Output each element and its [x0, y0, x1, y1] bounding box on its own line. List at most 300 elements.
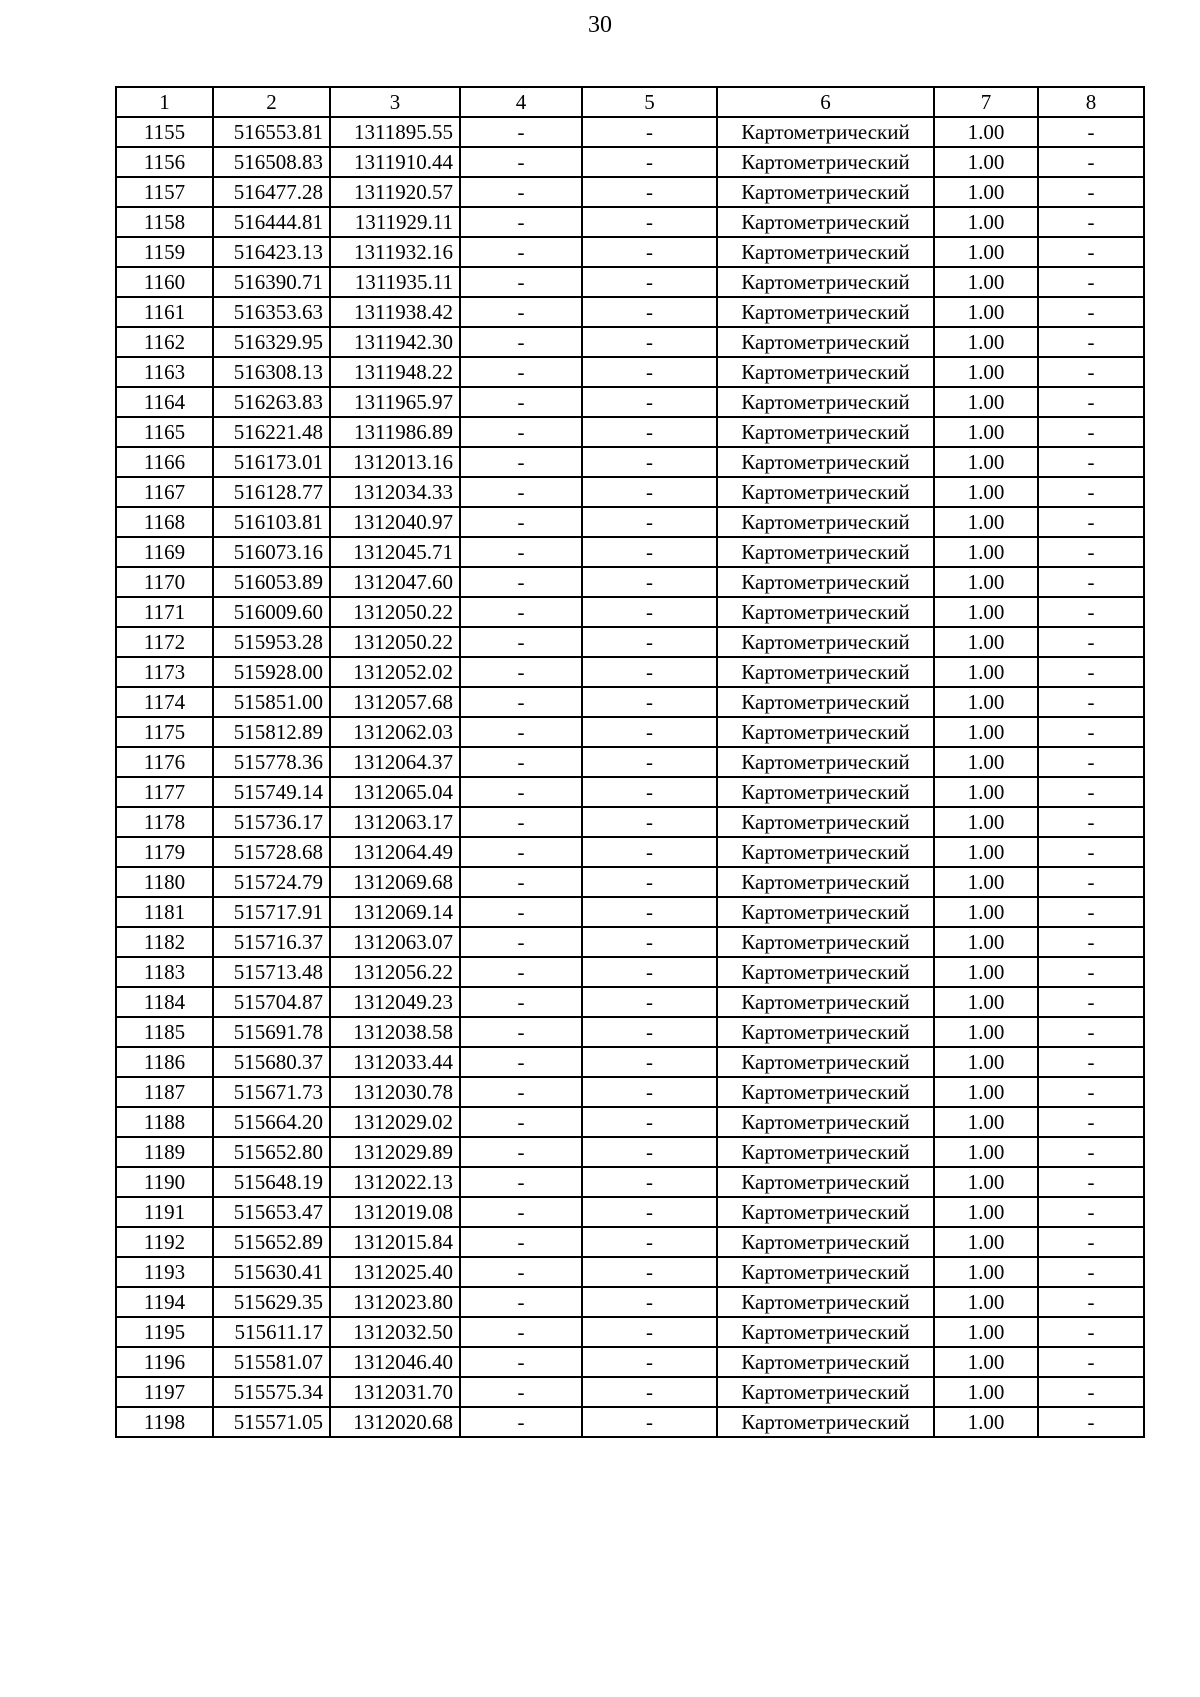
y-coordinate-cell: 1311920.57 [330, 177, 460, 207]
col-4-value-cell: - [460, 1197, 582, 1227]
y-coordinate-cell: 1312013.16 [330, 447, 460, 477]
point-number-cell: 1175 [116, 717, 213, 747]
accuracy-cell: 1.00 [934, 1317, 1038, 1347]
y-coordinate-cell: 1312031.70 [330, 1377, 460, 1407]
point-number-cell: 1183 [116, 957, 213, 987]
y-coordinate-cell: 1312049.23 [330, 987, 460, 1017]
point-number-cell: 1156 [116, 147, 213, 177]
col-5-value-cell: - [582, 507, 717, 537]
method-cell: Картометрический [717, 807, 934, 837]
y-coordinate-cell: 1312069.68 [330, 867, 460, 897]
table-row [116, 957, 1144, 987]
x-coordinate-cell: 516553.81 [213, 117, 330, 147]
x-coordinate-cell: 515575.34 [213, 1377, 330, 1407]
method-cell: Картометрический [717, 537, 934, 567]
col-4-value-cell: - [460, 147, 582, 177]
col-8-value-cell: - [1038, 1077, 1144, 1107]
table-row [116, 597, 1144, 627]
x-coordinate-cell: 515778.36 [213, 747, 330, 777]
col-8-value-cell: - [1038, 1167, 1144, 1197]
x-coordinate-cell: 515716.37 [213, 927, 330, 957]
y-coordinate-cell: 1312052.02 [330, 657, 460, 687]
method-cell: Картометрический [717, 897, 934, 927]
page-number: 30 [588, 12, 612, 38]
col-8-value-cell: - [1038, 1227, 1144, 1257]
y-coordinate-cell: 1312062.03 [330, 717, 460, 747]
x-coordinate-cell: 515713.48 [213, 957, 330, 987]
table-row [116, 1227, 1144, 1257]
col-4-value-cell: - [460, 1077, 582, 1107]
accuracy-cell: 1.00 [934, 897, 1038, 927]
col-4-value-cell: - [460, 327, 582, 357]
method-cell: Картометрический [717, 207, 934, 237]
table-row [116, 1167, 1144, 1197]
y-coordinate-cell: 1312040.97 [330, 507, 460, 537]
point-number-cell: 1179 [116, 837, 213, 867]
col-8-value-cell: - [1038, 927, 1144, 957]
col-8-value-cell: - [1038, 237, 1144, 267]
point-number-cell: 1170 [116, 567, 213, 597]
y-coordinate-cell: 1312038.58 [330, 1017, 460, 1047]
col-8-value-cell: - [1038, 1407, 1144, 1437]
method-cell: Картометрический [717, 507, 934, 537]
table-row [116, 1107, 1144, 1137]
y-coordinate-cell: 1312033.44 [330, 1047, 460, 1077]
point-number-cell: 1197 [116, 1377, 213, 1407]
method-cell: Картометрический [717, 567, 934, 597]
col-8-value-cell: - [1038, 657, 1144, 687]
accuracy-cell: 1.00 [934, 1107, 1038, 1137]
x-coordinate-cell: 516508.83 [213, 147, 330, 177]
y-coordinate-cell: 1311965.97 [330, 387, 460, 417]
method-cell: Картометрический [717, 477, 934, 507]
method-cell: Картометрический [717, 1047, 934, 1077]
point-number-cell: 1192 [116, 1227, 213, 1257]
table-row [116, 1407, 1144, 1437]
y-coordinate-cell: 1312030.78 [330, 1077, 460, 1107]
method-cell: Картометрический [717, 267, 934, 297]
x-coordinate-cell: 516053.89 [213, 567, 330, 597]
col-4-value-cell: - [460, 1317, 582, 1347]
y-coordinate-cell: 1312022.13 [330, 1167, 460, 1197]
point-number-cell: 1193 [116, 1257, 213, 1287]
x-coordinate-cell: 515928.00 [213, 657, 330, 687]
point-number-cell: 1176 [116, 747, 213, 777]
col-5-value-cell: - [582, 147, 717, 177]
col-5-value-cell: - [582, 597, 717, 627]
method-cell: Картометрический [717, 837, 934, 867]
accuracy-cell: 1.00 [934, 837, 1038, 867]
method-cell: Картометрический [717, 1077, 934, 1107]
table-row [116, 267, 1144, 297]
point-number-cell: 1171 [116, 597, 213, 627]
accuracy-cell: 1.00 [934, 507, 1038, 537]
point-number-cell: 1178 [116, 807, 213, 837]
x-coordinate-cell: 515704.87 [213, 987, 330, 1017]
col-5-value-cell: - [582, 717, 717, 747]
col-4-value-cell: - [460, 117, 582, 147]
method-cell: Картометрический [717, 717, 934, 747]
accuracy-cell: 1.00 [934, 387, 1038, 417]
y-coordinate-cell: 1312032.50 [330, 1317, 460, 1347]
table-row [116, 1077, 1144, 1107]
table-row [116, 627, 1144, 657]
col-8-value-cell: - [1038, 1047, 1144, 1077]
x-coordinate-cell: 515648.19 [213, 1167, 330, 1197]
method-cell: Картометрический [717, 1287, 934, 1317]
x-coordinate-cell: 515571.05 [213, 1407, 330, 1437]
coordinates-table [115, 86, 1145, 1438]
accuracy-cell: 1.00 [934, 867, 1038, 897]
col-4-value-cell: - [460, 1017, 582, 1047]
x-coordinate-cell: 516009.60 [213, 597, 330, 627]
x-coordinate-cell: 516353.63 [213, 297, 330, 327]
method-cell: Картометрический [717, 747, 934, 777]
x-coordinate-cell: 516329.95 [213, 327, 330, 357]
accuracy-cell: 1.00 [934, 657, 1038, 687]
x-coordinate-cell: 515851.00 [213, 687, 330, 717]
col-8-value-cell: - [1038, 417, 1144, 447]
col-4-value-cell: - [460, 657, 582, 687]
accuracy-cell: 1.00 [934, 1197, 1038, 1227]
col-4-value-cell: - [460, 207, 582, 237]
col-5-value-cell: - [582, 687, 717, 717]
method-cell: Картометрический [717, 957, 934, 987]
point-number-cell: 1157 [116, 177, 213, 207]
col-5-value-cell: - [582, 477, 717, 507]
col-5-value-cell: - [582, 447, 717, 477]
x-coordinate-cell: 515630.41 [213, 1257, 330, 1287]
table-row [116, 837, 1144, 867]
col-5-value-cell: - [582, 567, 717, 597]
col-5-value-cell: - [582, 837, 717, 867]
table-row [116, 927, 1144, 957]
table-row [116, 207, 1144, 237]
col-5-value-cell: - [582, 327, 717, 357]
accuracy-cell: 1.00 [934, 117, 1038, 147]
col-5-value-cell: - [582, 1137, 717, 1167]
col-4-value-cell: - [460, 1227, 582, 1257]
accuracy-cell: 1.00 [934, 1227, 1038, 1257]
method-cell: Картометрический [717, 177, 934, 207]
point-number-cell: 1188 [116, 1107, 213, 1137]
accuracy-cell: 1.00 [934, 1047, 1038, 1077]
point-number-cell: 1198 [116, 1407, 213, 1437]
col-5-value-cell: - [582, 627, 717, 657]
point-number-cell: 1184 [116, 987, 213, 1017]
accuracy-cell: 1.00 [934, 807, 1038, 837]
col-5-value-cell: - [582, 957, 717, 987]
table-row [116, 237, 1144, 267]
table-row [116, 147, 1144, 177]
col-5-value-cell: - [582, 987, 717, 1017]
y-coordinate-cell: 1312029.89 [330, 1137, 460, 1167]
col-8-value-cell: - [1038, 957, 1144, 987]
table-row [116, 897, 1144, 927]
x-coordinate-cell: 515691.78 [213, 1017, 330, 1047]
col-4-value-cell: - [460, 1287, 582, 1317]
accuracy-cell: 1.00 [934, 927, 1038, 957]
accuracy-cell: 1.00 [934, 237, 1038, 267]
table-row [116, 807, 1144, 837]
col-4-value-cell: - [460, 297, 582, 327]
accuracy-cell: 1.00 [934, 267, 1038, 297]
x-coordinate-cell: 516477.28 [213, 177, 330, 207]
col-5-value-cell: - [582, 1257, 717, 1287]
method-cell: Картометрический [717, 417, 934, 447]
column-header-4: 4 [460, 87, 582, 117]
accuracy-cell: 1.00 [934, 147, 1038, 177]
col-4-value-cell: - [460, 1257, 582, 1287]
accuracy-cell: 1.00 [934, 1257, 1038, 1287]
method-cell: Картометрический [717, 1227, 934, 1257]
x-coordinate-cell: 515652.89 [213, 1227, 330, 1257]
col-5-value-cell: - [582, 1017, 717, 1047]
col-4-value-cell: - [460, 957, 582, 987]
accuracy-cell: 1.00 [934, 1347, 1038, 1377]
method-cell: Картометрический [717, 1377, 934, 1407]
x-coordinate-cell: 516423.13 [213, 237, 330, 267]
col-4-value-cell: - [460, 237, 582, 267]
accuracy-cell: 1.00 [934, 537, 1038, 567]
y-coordinate-cell: 1312047.60 [330, 567, 460, 597]
col-5-value-cell: - [582, 747, 717, 777]
accuracy-cell: 1.00 [934, 327, 1038, 357]
method-cell: Картометрический [717, 327, 934, 357]
x-coordinate-cell: 515581.07 [213, 1347, 330, 1377]
method-cell: Картометрический [717, 987, 934, 1017]
table-row [116, 327, 1144, 357]
x-coordinate-cell: 515611.17 [213, 1317, 330, 1347]
y-coordinate-cell: 1312065.04 [330, 777, 460, 807]
point-number-cell: 1190 [116, 1167, 213, 1197]
col-8-value-cell: - [1038, 327, 1144, 357]
method-cell: Картометрический [717, 627, 934, 657]
x-coordinate-cell: 515671.73 [213, 1077, 330, 1107]
table-row [116, 537, 1144, 567]
table-row [116, 117, 1144, 147]
table-row [116, 477, 1144, 507]
accuracy-cell: 1.00 [934, 987, 1038, 1017]
accuracy-cell: 1.00 [934, 1407, 1038, 1437]
accuracy-cell: 1.00 [934, 177, 1038, 207]
col-4-value-cell: - [460, 717, 582, 747]
col-4-value-cell: - [460, 417, 582, 447]
y-coordinate-cell: 1311895.55 [330, 117, 460, 147]
column-header-6: 6 [717, 87, 934, 117]
table-row [116, 657, 1144, 687]
col-8-value-cell: - [1038, 507, 1144, 537]
accuracy-cell: 1.00 [934, 1167, 1038, 1197]
method-cell: Картометрический [717, 687, 934, 717]
col-4-value-cell: - [460, 267, 582, 297]
y-coordinate-cell: 1312064.49 [330, 837, 460, 867]
method-cell: Картометрический [717, 1167, 934, 1197]
col-5-value-cell: - [582, 177, 717, 207]
x-coordinate-cell: 515749.14 [213, 777, 330, 807]
col-8-value-cell: - [1038, 807, 1144, 837]
x-coordinate-cell: 515717.91 [213, 897, 330, 927]
point-number-cell: 1174 [116, 687, 213, 717]
col-4-value-cell: - [460, 777, 582, 807]
x-coordinate-cell: 515680.37 [213, 1047, 330, 1077]
col-4-value-cell: - [460, 627, 582, 657]
table-row [116, 1377, 1144, 1407]
y-coordinate-cell: 1312050.22 [330, 627, 460, 657]
x-coordinate-cell: 516263.83 [213, 387, 330, 417]
x-coordinate-cell: 516173.01 [213, 447, 330, 477]
column-header-8: 8 [1038, 87, 1144, 117]
method-cell: Картометрический [717, 387, 934, 417]
col-4-value-cell: - [460, 1047, 582, 1077]
method-cell: Картометрический [717, 297, 934, 327]
col-5-value-cell: - [582, 387, 717, 417]
col-8-value-cell: - [1038, 597, 1144, 627]
column-header-7: 7 [934, 87, 1038, 117]
accuracy-cell: 1.00 [934, 777, 1038, 807]
method-cell: Картометрический [717, 1257, 934, 1287]
table-row [116, 777, 1144, 807]
accuracy-cell: 1.00 [934, 207, 1038, 237]
x-coordinate-cell: 515728.68 [213, 837, 330, 867]
col-5-value-cell: - [582, 1107, 717, 1137]
y-coordinate-cell: 1311910.44 [330, 147, 460, 177]
col-4-value-cell: - [460, 1107, 582, 1137]
col-5-value-cell: - [582, 1227, 717, 1257]
point-number-cell: 1167 [116, 477, 213, 507]
x-coordinate-cell: 515664.20 [213, 1107, 330, 1137]
x-coordinate-cell: 515812.89 [213, 717, 330, 747]
table-row [116, 717, 1144, 747]
col-5-value-cell: - [582, 117, 717, 147]
accuracy-cell: 1.00 [934, 747, 1038, 777]
table-row [116, 1017, 1144, 1047]
col-5-value-cell: - [582, 1197, 717, 1227]
table-row [116, 357, 1144, 387]
point-number-cell: 1189 [116, 1137, 213, 1167]
col-8-value-cell: - [1038, 387, 1144, 417]
x-coordinate-cell: 515653.47 [213, 1197, 330, 1227]
x-coordinate-cell: 516073.16 [213, 537, 330, 567]
col-4-value-cell: - [460, 867, 582, 897]
method-cell: Картометрический [717, 357, 934, 387]
x-coordinate-cell: 515652.80 [213, 1137, 330, 1167]
point-number-cell: 1162 [116, 327, 213, 357]
y-coordinate-cell: 1312015.84 [330, 1227, 460, 1257]
y-coordinate-cell: 1312025.40 [330, 1257, 460, 1287]
y-coordinate-cell: 1311935.11 [330, 267, 460, 297]
y-coordinate-cell: 1312069.14 [330, 897, 460, 927]
y-coordinate-cell: 1311942.30 [330, 327, 460, 357]
col-4-value-cell: - [460, 897, 582, 927]
x-coordinate-cell: 516221.48 [213, 417, 330, 447]
point-number-cell: 1187 [116, 1077, 213, 1107]
point-number-cell: 1155 [116, 117, 213, 147]
point-number-cell: 1180 [116, 867, 213, 897]
col-5-value-cell: - [582, 807, 717, 837]
accuracy-cell: 1.00 [934, 1287, 1038, 1317]
point-number-cell: 1195 [116, 1317, 213, 1347]
col-4-value-cell: - [460, 747, 582, 777]
table-row [116, 177, 1144, 207]
point-number-cell: 1177 [116, 777, 213, 807]
col-8-value-cell: - [1038, 837, 1144, 867]
method-cell: Картометрический [717, 1407, 934, 1437]
accuracy-cell: 1.00 [934, 717, 1038, 747]
col-5-value-cell: - [582, 927, 717, 957]
col-8-value-cell: - [1038, 987, 1144, 1017]
col-4-value-cell: - [460, 1377, 582, 1407]
col-4-value-cell: - [460, 477, 582, 507]
point-number-cell: 1165 [116, 417, 213, 447]
accuracy-cell: 1.00 [934, 1377, 1038, 1407]
point-number-cell: 1168 [116, 507, 213, 537]
col-4-value-cell: - [460, 387, 582, 417]
column-header-3: 3 [330, 87, 460, 117]
col-5-value-cell: - [582, 267, 717, 297]
col-4-value-cell: - [460, 537, 582, 567]
col-8-value-cell: - [1038, 897, 1144, 927]
method-cell: Картометрический [717, 927, 934, 957]
col-5-value-cell: - [582, 1347, 717, 1377]
y-coordinate-cell: 1312063.17 [330, 807, 460, 837]
table-row [116, 1257, 1144, 1287]
col-8-value-cell: - [1038, 357, 1144, 387]
point-number-cell: 1186 [116, 1047, 213, 1077]
x-coordinate-cell: 515724.79 [213, 867, 330, 897]
method-cell: Картометрический [717, 597, 934, 627]
col-4-value-cell: - [460, 1407, 582, 1437]
point-number-cell: 1169 [116, 537, 213, 567]
table-body [116, 117, 1144, 1437]
point-number-cell: 1182 [116, 927, 213, 957]
col-5-value-cell: - [582, 777, 717, 807]
col-5-value-cell: - [582, 897, 717, 927]
method-cell: Картометрический [717, 777, 934, 807]
col-5-value-cell: - [582, 1287, 717, 1317]
y-coordinate-cell: 1312045.71 [330, 537, 460, 567]
col-5-value-cell: - [582, 237, 717, 267]
col-4-value-cell: - [460, 447, 582, 477]
col-5-value-cell: - [582, 537, 717, 567]
x-coordinate-cell: 516308.13 [213, 357, 330, 387]
col-8-value-cell: - [1038, 1137, 1144, 1167]
col-5-value-cell: - [582, 1377, 717, 1407]
col-8-value-cell: - [1038, 1377, 1144, 1407]
x-coordinate-cell: 515629.35 [213, 1287, 330, 1317]
table-row [116, 297, 1144, 327]
col-4-value-cell: - [460, 357, 582, 387]
method-cell: Картометрический [717, 1017, 934, 1047]
method-cell: Картометрический [717, 1317, 934, 1347]
col-8-value-cell: - [1038, 1107, 1144, 1137]
method-cell: Картометрический [717, 657, 934, 687]
y-coordinate-cell: 1311932.16 [330, 237, 460, 267]
accuracy-cell: 1.00 [934, 1077, 1038, 1107]
accuracy-cell: 1.00 [934, 1137, 1038, 1167]
table-row [116, 1317, 1144, 1347]
point-number-cell: 1194 [116, 1287, 213, 1317]
y-coordinate-cell: 1312046.40 [330, 1347, 460, 1377]
table-row [116, 387, 1144, 417]
point-number-cell: 1164 [116, 387, 213, 417]
point-number-cell: 1158 [116, 207, 213, 237]
accuracy-cell: 1.00 [934, 597, 1038, 627]
accuracy-cell: 1.00 [934, 297, 1038, 327]
col-4-value-cell: - [460, 597, 582, 627]
col-8-value-cell: - [1038, 447, 1144, 477]
point-number-cell: 1173 [116, 657, 213, 687]
